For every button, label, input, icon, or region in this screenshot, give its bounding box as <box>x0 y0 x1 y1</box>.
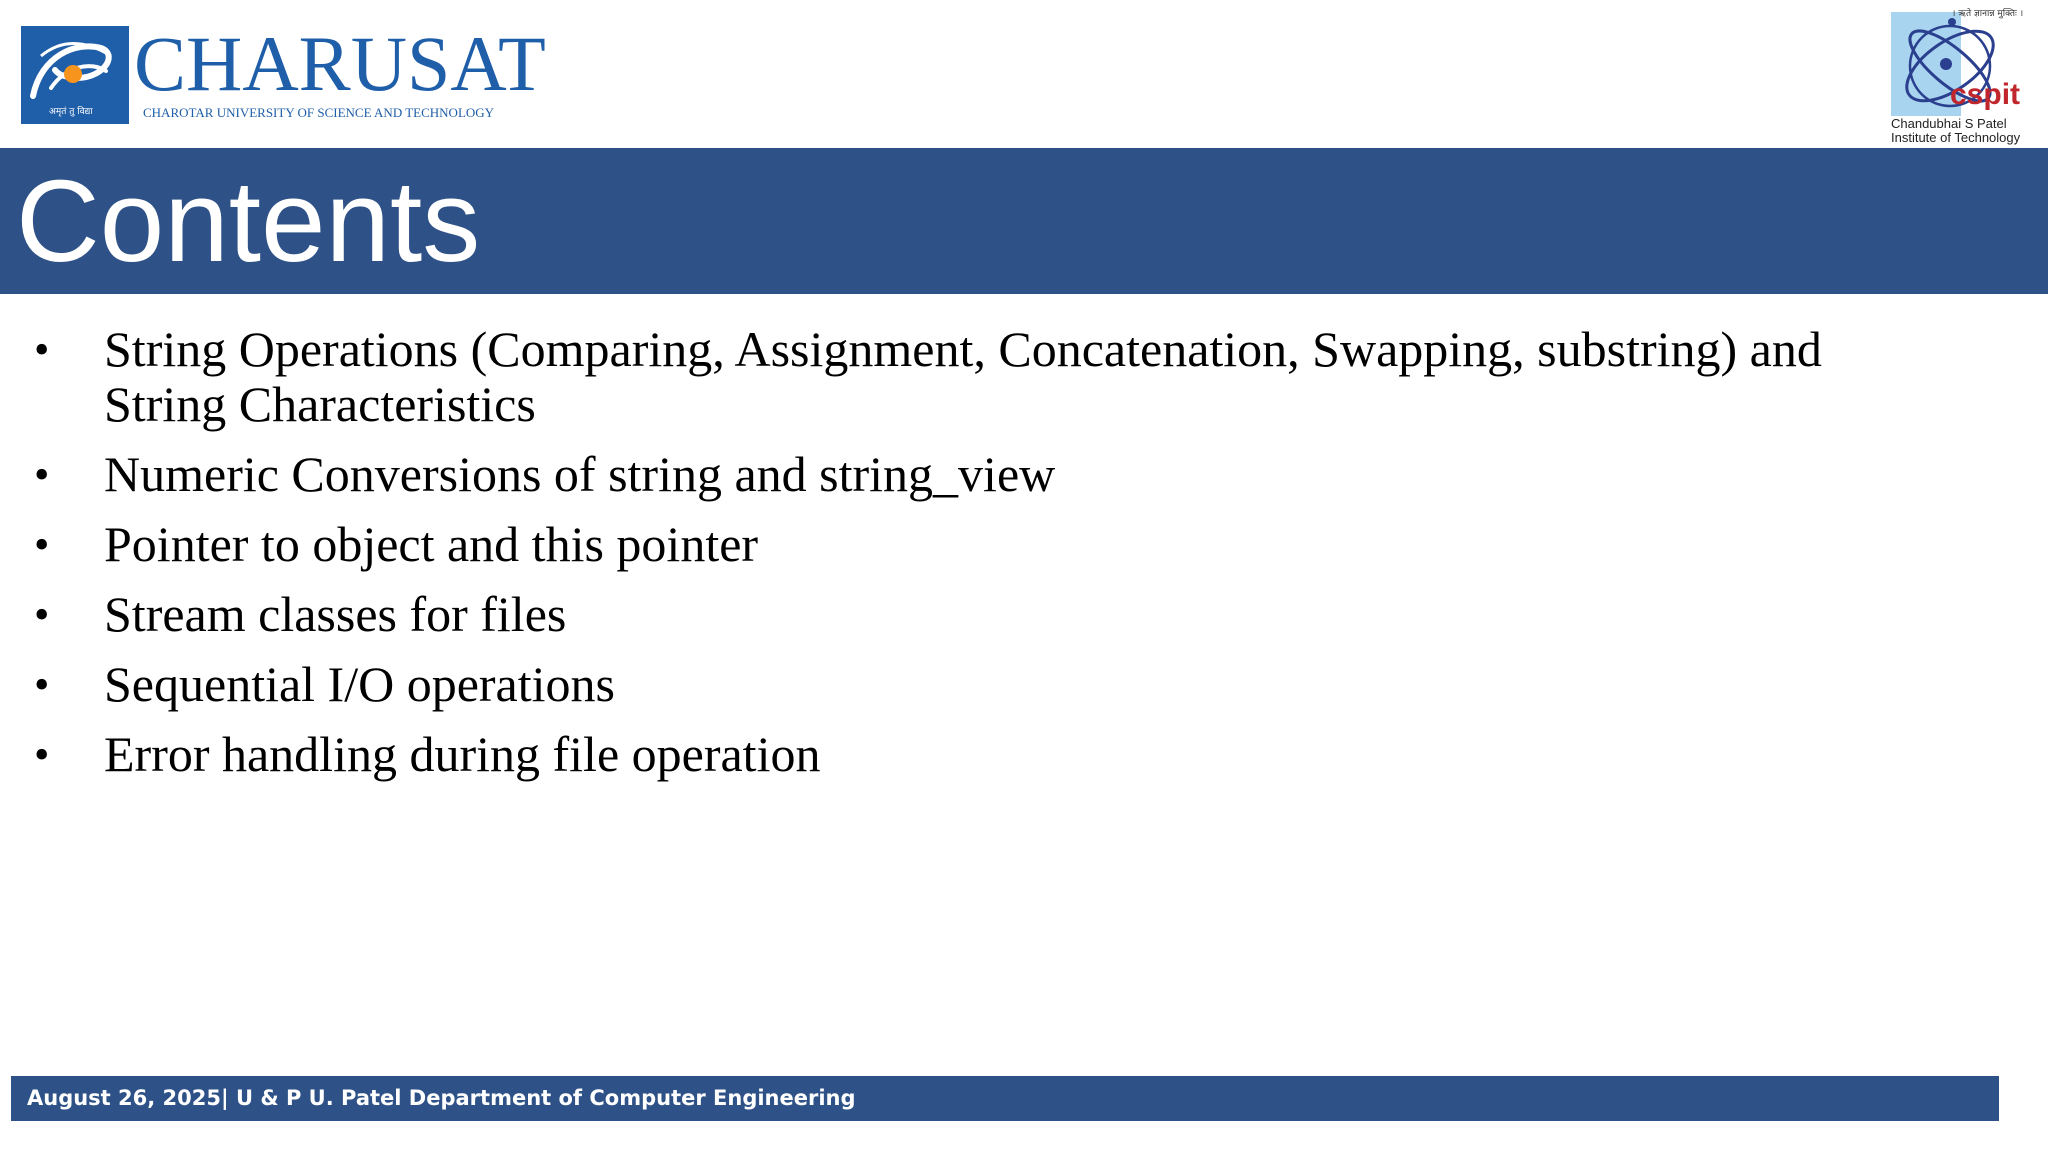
bullet-icon: • <box>34 660 50 709</box>
list-item <box>0 657 2000 712</box>
cspit-name-line2: Institute of Technology <box>1891 130 2021 145</box>
bullet-icon: • <box>34 450 50 499</box>
footer-bar <box>11 1076 1999 1121</box>
list-item <box>0 587 2000 642</box>
cspit-logo <box>1888 6 2036 146</box>
list-item <box>0 517 2000 572</box>
list-item <box>0 322 2000 432</box>
footer-department: U & P U. Patel Department of Computer Engineering <box>235 1086 856 1110</box>
list-item-text: Sequential I/O operations <box>104 656 615 712</box>
bullet-icon: • <box>34 520 50 569</box>
footer-separator: | <box>221 1086 229 1110</box>
atom-orbit-icon <box>1888 8 2028 118</box>
cspit-name <box>1891 117 2020 145</box>
charusat-logo <box>21 20 546 126</box>
bullet-icon: • <box>34 325 50 374</box>
bullet-icon: • <box>34 730 50 779</box>
title-band <box>0 148 2048 294</box>
list-item-text: String Operations (Comparing, Assignment, Concatenation, Swapping, substring) and String Characteristics <box>104 321 1822 432</box>
cspit-mark: cspit <box>1950 78 2021 111</box>
contents-list <box>0 322 2000 797</box>
cspit-name-line1: Chandubhai S Patel <box>1891 116 2007 131</box>
svg-text:अमृतं तु विद्या: अमृतं तु विद्या <box>49 107 93 117</box>
list-item-text: Pointer to object and this pointer <box>104 516 759 572</box>
footer-text <box>27 1076 856 1121</box>
footer-date: August 26, 2025 <box>27 1086 221 1110</box>
list-item <box>0 447 2000 502</box>
bullet-icon: • <box>34 590 50 639</box>
list-item-text: Stream classes for files <box>104 586 567 642</box>
cspit-motto: । ऋते ज्ञानान्न मुक्तिः । <box>1952 9 2024 19</box>
charusat-emblem-icon <box>21 26 129 124</box>
list-item-text: Error handling during file operation <box>104 726 821 782</box>
list-item-text: Numeric Conversions of string and string_view <box>104 446 1056 502</box>
slide-title: Contents <box>16 156 481 286</box>
charusat-wordmark: CHARUSAT <box>134 20 546 107</box>
charusat-tagline: CHAROTAR UNIVERSITY OF SCIENCE AND TECHNOLOGY <box>143 105 495 120</box>
list-item <box>0 727 2000 782</box>
